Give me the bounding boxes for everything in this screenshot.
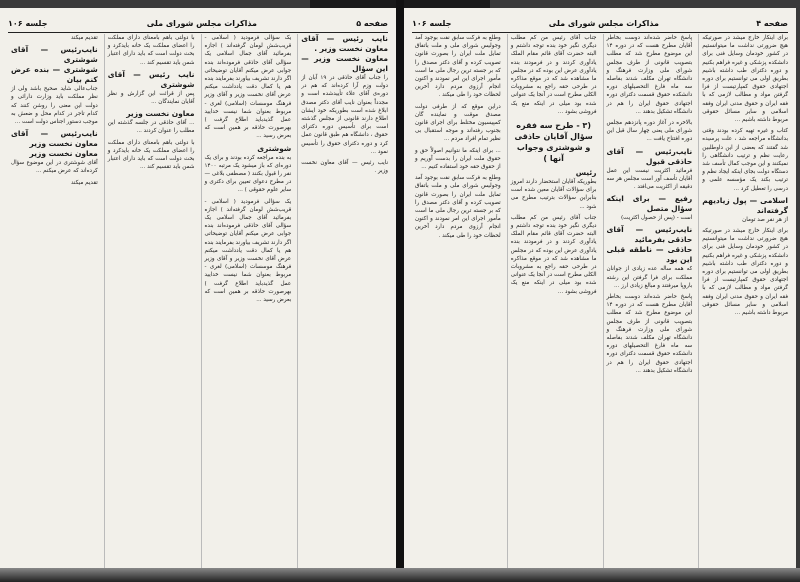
speaker-label: شوشتری — بنده عرض کنم بیان [11, 65, 98, 85]
left-page-number: صفحه ۵ [356, 18, 388, 28]
right-page-title: مذاکرات مجلس شورای ملی [548, 18, 659, 28]
speaker-label: معاون نخست وزیر [29, 149, 98, 159]
paragraph: بالاخره در آغاز دوره پانزدهم مجلس شورای ملی یعنی چهار سال قبل این دوره افتتاح یافت ... [606, 120, 693, 143]
paragraph: به بنده مراجعه کرده بودند و برای یک دوره‌ای که باز میشود یک مرتبه ۱۴۰۰ نفر را قبول بکنند ( مصطفی بلاغی — در مطرح دعوای تعیین برای دکتری و سایر علوم حقوقی ) ... [204, 154, 292, 194]
book-gutter [396, 0, 404, 582]
paragraph: که همه ساله عده زیادی از جوانان مملکت برای فرا گرفتن این رشته باروپا میرفتند و مبالغ زیادی ارز ... [606, 266, 693, 289]
right-page-columns [412, 34, 788, 568]
left-page [0, 8, 396, 574]
speaker-label: معاون نخست وزیر [126, 109, 195, 119]
left-page-columns [8, 34, 388, 568]
paragraph: از هر نفر صد تومان [742, 216, 788, 223]
speaker-label: اسلامی — پول زیادیهم گرفته‌اند [702, 195, 788, 215]
speaker-label: رئیس [575, 168, 597, 178]
right-page [404, 8, 796, 574]
paragraph: یک سؤالی فرمودید ( اسلامی - قریب‌شش لومان گرفته‌اند ) اجازه بفرمائید آقای جمال اسلامی یک سؤالی آقای حاذقی فرموده‌اند بنده جوابی عرض میکنم آقایان توضیحاتی اگر دارند تشریف بیاورند بفرمایند بنده هم یا کمال دقت یادداشت میکنم عرض آقای نخست وزیر و آقای وزیر فرهنگ موسسات (اسلامی) لغری - مربوط بعنوان شما نیست خدایید عمل گذیدباید اطلاع گرفت ) بهرصورت حاذقه بر همین است که بعرض رسید ... [204, 35, 292, 140]
speaker-label: رفیع — برای اینکه سؤال متصل [606, 194, 693, 214]
paragraph: کتاب و غیره تهیه کرده بودند وقتی بدانشگاه مراجعه شد ، علت پرسیده شد گفتند که بعضی از این داوطلبین رعایت نظم و ترتیب دانشگاهی را نمیکنند و این موجب کمال تأسف شد دستگاه دولت بجای اینکه ایجاد نظم و ترتیب بکند یک مؤسسه علمی و درسی را تعطیل کرد ... [702, 128, 788, 192]
speaker-label: معاون نخست وزیر — این سؤال [301, 54, 388, 73]
speaker-label: نایب رئیس — آقای شوشتری [107, 69, 195, 89]
paragraph: دراین موقع که از طرفی دولت مصدق موقت و نماینده گان کمپیسیون مختلط برای اجرای قانون بجنوب رفته‌اند و موجه استقبال بی نظیر تمام افراد مردم ... [415, 103, 501, 143]
right-page-header [412, 16, 788, 33]
text-column [8, 34, 98, 568]
paragraph: بطوریکه آقایان استحضار دارند امروز برای سؤالات آقایان معین شده است بنابراین سؤالات بترتیب مطرح می شود ... [510, 179, 597, 210]
paragraph: برای اینکار خارج میشد در صورتیکه هیچ ضرورتی نداشت ما میتوانستیم در کشور خودمان وسایل فنی برای دانشکده پزشکی و غیره فراهم بکنیم و دوره دکترای طب داشته باشیم بطریق اولی می توانستیم برای دوره اجتهادی حقوق کمپارتیست از فرا گرفتن مواد و مطالب لازمی که با فقه ایران و حقوق مدنی ایران وفقه اسلامی و سایر مسائل حقوقی مربوط داشته باشیم ... [702, 35, 788, 124]
left-page-session: جلسه ۱۰۶ [8, 18, 48, 28]
paragraph: است - (پس از حصول اکثریت) [620, 215, 693, 222]
paragraph: فرمائید اکثریت نیست این عمل آقایان تأسف آور است مجلس هر سه دقیقه از اکثریت می‌افتد . [606, 167, 693, 191]
paragraph: ... برای اینکه ما نتوانیم اصولاً حق و حقوق ملت ایران را بدست آوریم و از حقوق حقه خود استفاده کنیم ... [415, 147, 501, 171]
speaker-label: نایب‌رئیس — آقای شوشتری [11, 45, 98, 65]
speaker-label: نایب‌رئیس — آقای حاذقی بفرمائید [606, 225, 693, 245]
paragraph-continuation: با دولتی باهم بامعنای دارای مملکت را اعضای مملکت یک خانه بایدکرد و بحث دولت است که باید دارای اعتبار شمن باید تقسیم کند ... [107, 139, 195, 171]
text-column [603, 34, 693, 568]
left-page-header [8, 16, 388, 33]
speaker-label: شوشتری [257, 143, 292, 153]
left-page-title: مذاکرات مجلس شورای ملی [146, 18, 257, 28]
paragraph-continuation: وطلع به فرکت سابق نفت بوجود آمد وجولیس شورای ملی و ملت باتفاق تمایل ملت ایران را بصورت قانون تصویب کرده و آقای دکتر مصدق را که بر جسته ترین رجال ملی ما است مأمور اجرای این امر نمودند و اکنون انجام آرزوی مردم دارد آخرین لحظات خود را طی میکند . [415, 175, 501, 239]
text-column [412, 34, 501, 568]
section-title: (۳ - طرح سه فقره سؤال آقایان حاذقی و شوشتری وجواب آنها ) [514, 121, 593, 164]
speaker-label: نایب رئیس — آقای معاون نخست وزیر . [301, 34, 388, 53]
paragraph: وطلع به فرکت سابق نفت بوجود آمد وجولیس شورای ملی و ملت باتفاق تمایل ملت ایران را بصورت قانون تصویب کرده و آقای دکتر مصدق را که بر جسته ترین رجال ملی ما است مأمور اجرای این امر نمودند و اکنون انجام آرزوی مردم دارد آخرین لحظات خود را طی میکند . [415, 35, 501, 99]
right-page-session: جلسه ۱۰۶ [412, 18, 452, 28]
paragraph: با دولتی باهم بامعنای دارای مملکت را اعضای مملکت یک خانه بایدکرد و بحث دولت است که باید دارای اعتبار شمن باید تقسیم کند ... [107, 35, 195, 66]
paragraph-continuation: جناب آقای رئیس من کم مطلب دیگری نگیر خود بنده توجه داشتم و البته حضرت آقای قائم مقام الملک یادآوری کردند و در فرمودند بنده یادآوری عرض این بوده که در مجلس ما مشاهده شد که در موقع مذاکره در طرحی حقه راجع به مشروبات الکلی مطرح است در آنجا یک عنوانی شده بود میلی در اینکه منع یک فروشی بشود ... [510, 214, 597, 295]
paragraph-continuation: تقدیم میکند [70, 179, 98, 186]
text-column [297, 34, 388, 568]
speaker-label: نایب‌رئیس — آقای حاذقی قبول [606, 146, 693, 166]
paragraph: تقدیم میکند [70, 35, 98, 41]
speaker-label: حاذقی — ناطقه قبلی این بود [606, 245, 693, 265]
paragraph: ... آقای حاذقی در جلسه گذشته این مطلب را عنوان کردند ... [107, 120, 195, 135]
text-column [698, 34, 788, 568]
speaker-label: نایب‌رئیس — آقای معاون نخست وزیر [11, 129, 98, 149]
right-page-number: صفحه ۴ [756, 18, 788, 28]
paragraph: جناب آقای رئیس من کم مطلب دیگری نگیر خود بنده توجه داشتم و البته حضرت آقای قائم مقام الملک یادآوری کردند و در فرمودند بنده یادآوری عرض این بوده که در مجلس ما مشاهده شد که در موقع مذاکره در طرحی حقه راجع به مشروبات الکلی مطرح است در آنجا یک عنوانی شده بود میلی در اینکه منع یک فروشی بشود ... [510, 35, 597, 115]
paragraph-continuation: یک سؤالی فرمودید ( اسلامی - قریب‌شش لومان گرفته‌اند ) اجازه بفرمائید آقای جمال اسلامی یک سؤالی آقای حاذقی فرموده‌اند بنده جوابی عرض میکنم آقایان توضیحاتی اگر دارند تشریف بیاورند بفرمایند بنده هم یا کمال دقت یادداشت میکنم عرض آقای نخست وزیر و آقای وزیر فرهنگ موسسات (اسلامی) لغری - مربوط بعنوان شما نیست خدایید عمل گذیدباید اطلاع گرفت ) بهرصورت حاذقه بر همین است که بعرض رسید ... [204, 198, 292, 304]
paragraph-continuation: نایب رئیس — آقای معاون نخست وزیر . [301, 160, 388, 175]
text-column [104, 34, 195, 568]
scan-shadow-bottom [0, 568, 800, 582]
paragraph: آقای شوشتری در این موضوع سؤال کرده‌اند که عرض میکنم ... [11, 160, 98, 175]
paragraph: را جناب آقای حاذقی در ۱۹ آبان از دولت وزم آرا کرده‌اند که هم در دوره‌ی آقای علاء تأییدشده است و مجدداً بعنوان نایب آقای دکتر مصدق ابلاغ شده است بطوریکه خود ایشان اطلاع دارند قانونی از مجلس گذشته است برای تأسیس دوره دکترای حقوق ، دانشگاه هم طبق قانون عمل کرد و دوره دکترای حقوق را تأسیس نمود ... [301, 75, 388, 155]
paragraph-continuation: پاسخ حاضر شده‌اند دوست بخاطر آقایان مطرح هست که در دوره ۱۴ این موضوع مطرح شد که مطلب بتصویب قانونی از طرف مجلس شورای ملی وزارت فرهنگ و دانشگاه تهران مکلف شدند بفاصله سه ماه فارغ التحصیلهای دوره دانشکده حقوق قسمت دکترای دوره اجتهادی حقوق ایران را هم در دانشگاه تشکیل بدهند ... [606, 294, 693, 374]
paragraph: جناب‌عالی شاید صحیح باشد ولی از نظر مملکت باید وزارت دارائی و دولت این معنی را روشن کنند که کدام تاجر در کدام محل و ضعش به موجب دستور اجناس دولت است ... [11, 86, 98, 126]
paragraph-continuation: برای اینکار خارج میشد در صورتیکه هیچ ضرورتی نداشت ما میتوانستیم در کشور خودمان وسایل فنی برای دانشکده پزشکی و غیره فراهم بکنیم و دوره دکترای طب داشته باشیم بطریق اولی می توانستیم برای دوره اجتهادی حقوق کمپارتیست از فرا گرفتن مواد و مطالب لازمی که با فقه ایران و حقوق مدنی ایران وفقه اسلامی و سایر مسائل حقوقی مربوط داشته باشیم ... [702, 228, 788, 317]
paragraph: پس از قرائت این گزارش و نظر آقایان نمایندگان ... [107, 90, 195, 106]
text-column [201, 34, 292, 568]
text-column [507, 34, 597, 568]
paragraph: پاسخ حاضر شده‌اند دوست بخاطر آقایان مطرح هست که در دوره ۱۴ این موضوع مطرح شد که مطلب بتصویب قانونی از طرف مجلس شورای ملی وزارت فرهنگ و دانشگاه تهران مکلف شدند بفاصله سه ماه فارغ التحصیلهای دوره دانشکده حقوق قسمت دکترای دوره اجتهادی حقوق ایران را هم در دانشگاه تشکیل بدهند ... [606, 35, 693, 115]
